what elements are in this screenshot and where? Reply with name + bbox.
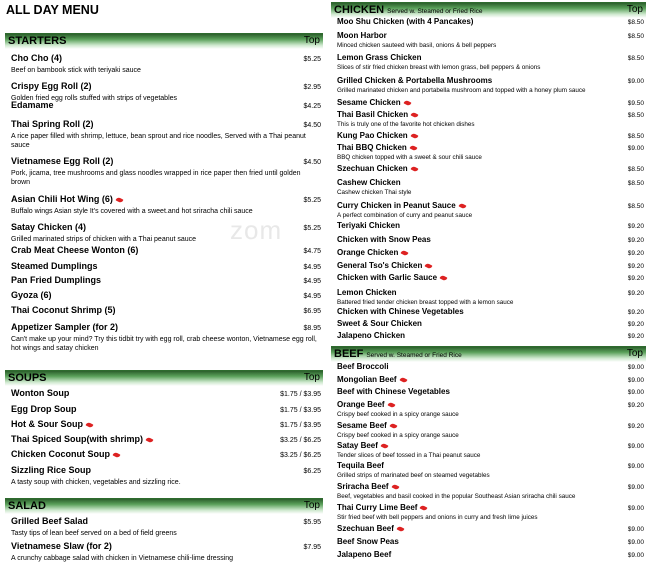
- section-title: BEEF Served w. Steamed or Fried Rice: [334, 348, 462, 360]
- menu-item: [337, 16, 644, 28]
- menu-item-name: Moo Shu Chicken (with 4 Pancakes): [337, 17, 474, 26]
- menu-item: [11, 193, 321, 216]
- menu-item-name: Lemon Chicken: [337, 288, 397, 297]
- menu-item-price: $4.95: [303, 264, 321, 271]
- section-title: CHICKEN Served w. Steamed or Fried Rice: [334, 4, 483, 16]
- menu-item-price: $3.25 / $6.25: [280, 452, 321, 459]
- menu-item-description: Slices of stir fried chicken breast with lemon grass, bell peppers & onions: [337, 64, 541, 71]
- menu-item-name: Grilled Chicken & Portabella Mushrooms: [337, 76, 493, 85]
- menu-item-name: Gyoza (6): [11, 290, 52, 300]
- starters-section-header: [5, 33, 323, 49]
- salad-section: [5, 498, 323, 562]
- menu-item-name: Grilled Beef Salad: [11, 516, 89, 526]
- menu-item-price: $8.95: [303, 325, 321, 332]
- menu-item: [337, 386, 644, 398]
- menu-item-name: Pan Fried Dumplings: [11, 275, 102, 285]
- menu-item-price: $5.25: [303, 56, 321, 63]
- section-title: SOUPS: [8, 372, 47, 384]
- menu-item-price: $4.25: [303, 103, 321, 110]
- menu-item-name: Beef with Chinese Vegetables: [337, 387, 450, 396]
- menu-item-price: $8.50: [627, 166, 644, 173]
- menu-item: [337, 247, 644, 259]
- menu-item-name: Thai Basil Chicken: [337, 109, 418, 120]
- menu-item-price: $4.50: [303, 122, 321, 129]
- chili-pepper-icon: [389, 423, 397, 430]
- menu-item-price: $8.50: [627, 19, 644, 26]
- menu-item-price: $9.20: [627, 237, 644, 244]
- menu-item-description: This is truly one of the favorite hot chicken dishes: [337, 121, 475, 128]
- menu-item-description: Grilled marinated chicken and portabella mushroom and topped with a honey plum sauce: [337, 87, 586, 94]
- menu-item-price: $9.00: [627, 377, 644, 384]
- menu-item: [11, 418, 321, 432]
- menu-item: [337, 374, 644, 386]
- menu-item-name: Beef Broccoli: [337, 362, 389, 371]
- menu-item-name: Steamed Dumplings: [11, 261, 98, 271]
- menu-item-price: $9.20: [627, 333, 644, 340]
- menu-item-name: Orange Beef: [337, 399, 395, 410]
- chili-pepper-icon: [401, 250, 409, 257]
- menu-item-name: Beef Snow Peas: [337, 537, 399, 546]
- menu-item-name: Asian Chili Hot Wing (6): [11, 193, 123, 205]
- menu-item: [11, 321, 321, 353]
- section-title: SALAD: [8, 500, 46, 512]
- menu-item-price: $8.50: [627, 180, 644, 187]
- chicken-section: [331, 2, 646, 340]
- menu-item-name: Teriyaki Chicken: [337, 221, 400, 230]
- menu-item: [11, 289, 321, 303]
- menu-item-name: Mongolian Beef: [337, 374, 407, 385]
- menu-item-description: Grilled marinated strips of chicken with a Thai peanut sauce: [11, 236, 197, 243]
- back-to-top-link[interactable]: Top: [303, 35, 320, 46]
- menu-item: [337, 460, 644, 480]
- soups-section-header: [5, 370, 323, 386]
- menu-item-description: Buffalo wings Asian style It's covered with a sweet.and hot sriracha chili sauce: [11, 208, 253, 215]
- chili-pepper-icon: [85, 421, 93, 428]
- menu-item-price: $8.50: [627, 55, 644, 62]
- menu-item: [337, 130, 644, 142]
- section-subtitle: Served w. Steamed or Fried Rice: [387, 8, 483, 15]
- menu-item: [337, 97, 644, 109]
- menu-item-price: $4.95: [303, 293, 321, 300]
- back-to-top-link[interactable]: Top: [626, 4, 643, 15]
- menu-item-description: A perfect combination of curry and peanut sauce: [337, 212, 473, 219]
- chili-pepper-icon: [387, 402, 395, 409]
- menu-item: [337, 330, 644, 342]
- menu-item-price: $9.50: [627, 100, 644, 107]
- menu-item-description: Crispy beef cooked in a spicy orange sauce: [337, 432, 459, 439]
- menu-item-price: $9.00: [627, 505, 644, 512]
- menu-item: [337, 220, 644, 232]
- menu-item: [11, 448, 321, 462]
- menu-item-price: $4.95: [303, 278, 321, 285]
- beef-section-header: [331, 346, 646, 362]
- menu-item-name: Egg Drop Soup: [11, 404, 77, 414]
- menu-item-price: $9.00: [627, 145, 644, 152]
- salad-section-header: [5, 498, 323, 514]
- back-to-top-link[interactable]: Top: [303, 500, 320, 511]
- menu-item-description: Beef on bambook stick with teriyaki sauce: [11, 67, 141, 74]
- menu-item-name: Vietnamese Egg Roll (2): [11, 156, 114, 166]
- menu-item-description: Tender slices of beef tossed in a Thai peanut sauce: [337, 452, 481, 459]
- menu-item-price: $4.75: [303, 248, 321, 255]
- menu-item: [11, 515, 321, 538]
- menu-item-name: Sweet & Sour Chicken: [337, 319, 422, 328]
- menu-item: [337, 361, 644, 373]
- menu-item-description: Grilled strips of marinated beef on steamed vegetables: [337, 472, 490, 479]
- menu-item-name: Sriracha Beef: [337, 481, 399, 492]
- menu-item-price: $7.95: [303, 544, 321, 551]
- menu-item: [337, 399, 644, 419]
- menu-item-name: Satay Beef: [337, 440, 388, 451]
- menu-item: [11, 221, 321, 244]
- menu-item-description: Stir fried beef with bell peppers and onions in curry and fresh lime juices: [337, 514, 538, 521]
- menu-item: [337, 549, 644, 561]
- menu-item: [11, 433, 321, 447]
- menu-item-description: Crispy beef cooked in a spicy orange sauce: [337, 411, 459, 418]
- back-to-top-link[interactable]: Top: [303, 372, 320, 383]
- menu-item-name: Moon Harbor: [337, 31, 387, 40]
- menu-item: [11, 155, 321, 187]
- menu-item-price: $2.95: [303, 84, 321, 91]
- menu-item-price: $5.25: [303, 197, 321, 204]
- soups-section: [5, 370, 323, 486]
- back-to-top-link[interactable]: Top: [626, 348, 643, 359]
- menu-item: [337, 30, 644, 50]
- menu-item-name: Sesame Chicken: [337, 97, 411, 108]
- menu-item-price: $9.00: [627, 552, 644, 559]
- section-subtitle: Served w. Steamed or Fried Rice: [366, 352, 462, 359]
- menu-item-price: $9.20: [627, 423, 644, 430]
- menu-item-name: Szechuan Chicken: [337, 163, 418, 174]
- menu-item-description: Tasty tips of lean beef served on a bed of field greens: [11, 530, 177, 537]
- menu-item: [11, 99, 321, 113]
- menu-item-description: A rice paper filled with shrimp, lettuce, bean sprout and rice noodles, Served with a Thai peanut sauce: [11, 133, 306, 149]
- menu-item-price: $9.20: [627, 290, 644, 297]
- menu-item-price: $9.20: [627, 402, 644, 409]
- menu-item-name: Satay Chicken (4): [11, 222, 87, 232]
- menu-item: [337, 200, 644, 220]
- chili-pepper-icon: [396, 526, 404, 533]
- menu-item-description: Can't make up your mind? Try this tidbit try with egg roll, crab cheese wonton, Vietnamese egg roll, hot wings and satay chicken: [11, 336, 317, 352]
- menu-item-name: Hot & Sour Soup: [11, 418, 93, 430]
- menu-item-name: Cashew Chicken: [337, 178, 401, 187]
- menu-item-name: Jalapeno Beef: [337, 550, 392, 559]
- menu-item-price: $9.00: [627, 364, 644, 371]
- menu-item: [11, 260, 321, 274]
- menu-item: [337, 177, 644, 197]
- menu-item-price: $9.20: [627, 263, 644, 270]
- menu-item-name: Crab Meat Cheese Wonton (6): [11, 245, 139, 255]
- menu-item: [337, 440, 644, 460]
- menu-item: [337, 287, 644, 307]
- menu-item: [11, 52, 321, 75]
- menu-item: [337, 481, 644, 501]
- chili-pepper-icon: [410, 133, 418, 140]
- menu-item-name: Sesame Beef: [337, 420, 397, 431]
- menu-item: [337, 142, 644, 162]
- menu-item: [337, 306, 644, 318]
- beef-section: [331, 346, 646, 559]
- menu-item-name: Thai BBQ Chicken: [337, 142, 417, 153]
- menu-item-price: $5.25: [303, 225, 321, 232]
- chili-pepper-icon: [425, 263, 433, 270]
- menu-item-description: Golden fried egg rolls stuffed with strips of vegetables: [11, 95, 178, 102]
- menu-item-price: $8.50: [627, 203, 644, 210]
- menu-item-price: $1.75 / $3.95: [280, 391, 321, 398]
- menu-item-price: $1.75 / $3.95: [280, 422, 321, 429]
- menu-item-price: $6.95: [303, 308, 321, 315]
- menu-item-price: $1.75 / $3.95: [280, 407, 321, 414]
- menu-item-price: $3.25 / $6.25: [280, 437, 321, 444]
- menu-item: [11, 464, 321, 487]
- menu-item-description: A tasty soup with chicken, vegetables and sizzling rice.: [11, 479, 181, 486]
- menu-item-name: Chicken with Snow Peas: [337, 235, 431, 244]
- menu-item-name: Lemon Grass Chicken: [337, 53, 422, 62]
- menu-item: [337, 420, 644, 440]
- chili-pepper-icon: [145, 436, 153, 443]
- chili-pepper-icon: [115, 196, 123, 203]
- menu-item-name: Thai Coconut Shrimp (5): [11, 305, 116, 315]
- menu-item-name: Appetizer Sampler (for 2): [11, 322, 119, 332]
- menu-item: [337, 272, 644, 284]
- menu-item: [11, 304, 321, 318]
- menu-item-price: $9.00: [627, 484, 644, 491]
- chili-pepper-icon: [410, 166, 418, 173]
- chili-pepper-icon: [411, 112, 419, 119]
- menu-item: [337, 502, 644, 522]
- menu-item: [11, 403, 321, 417]
- menu-item-name: Cho Cho (4): [11, 53, 62, 63]
- chili-pepper-icon: [391, 484, 399, 491]
- menu-item-description: Beef, vegetables and basil cooked in the popular Southeast Asian sriracha chili sauce: [337, 493, 576, 500]
- menu-item-name: Szechuan Beef: [337, 523, 404, 534]
- menu-item-price: $9.20: [627, 321, 644, 328]
- menu-item-name: Thai Spiced Soup(with shrimp): [11, 433, 153, 445]
- menu-item-price: $9.00: [627, 526, 644, 533]
- menu-item-price: $9.00: [627, 389, 644, 396]
- watermark: zom: [230, 215, 283, 245]
- menu-item: [337, 523, 644, 535]
- chili-pepper-icon: [409, 145, 417, 152]
- menu-item: [337, 536, 644, 548]
- menu-item-name: Tequila Beef: [337, 461, 384, 470]
- menu-item-price: $6.25: [303, 468, 321, 475]
- menu-item-price: $8.50: [627, 112, 644, 119]
- menu-item-name: Chicken Coconut Soup: [11, 448, 120, 460]
- menu-item-price: $8.50: [627, 133, 644, 140]
- menu-item: [337, 75, 644, 95]
- chili-pepper-icon: [112, 451, 120, 458]
- menu-item-name: General Tso's Chicken: [337, 260, 432, 271]
- menu-item-description: BBQ chicken topped with a sweet & sour chili sauce: [337, 154, 482, 161]
- menu-item-price: $9.00: [627, 539, 644, 546]
- menu-item: [337, 260, 644, 272]
- menu-item: [11, 274, 321, 288]
- menu-item-name: Thai Curry Lime Beef: [337, 502, 427, 513]
- menu-item-price: $9.00: [627, 78, 644, 85]
- chili-pepper-icon: [403, 100, 411, 107]
- menu-item: [337, 234, 644, 246]
- menu-item: [337, 318, 644, 330]
- menu-item-price: $9.00: [627, 443, 644, 450]
- menu-item: [337, 52, 644, 72]
- menu-item-price: $9.20: [627, 223, 644, 230]
- menu-item-description: Cashew chicken Thai style: [337, 189, 412, 196]
- chili-pepper-icon: [440, 275, 448, 282]
- menu-item-name: Chicken with Garlic Sauce: [337, 272, 447, 283]
- menu-item-price: $9.00: [627, 463, 644, 470]
- menu-item-description: Battered fried tender chicken breast topped with a lemon sauce: [337, 299, 514, 306]
- chili-pepper-icon: [458, 203, 466, 210]
- menu-item: [337, 163, 644, 175]
- menu-item-name: Crispy Egg Roll (2): [11, 81, 92, 91]
- menu-item-description: Pork, jicama, tree mushrooms and glass noodles wrapped in rice paper then fried until golden brown: [11, 170, 301, 186]
- menu-item: [11, 244, 321, 258]
- menu-item: [11, 540, 321, 563]
- chili-pepper-icon: [420, 505, 428, 512]
- menu-item-description: Minced chicken sauteed with basil, onions & bell peppers: [337, 42, 497, 49]
- menu-item-name: Chicken with Chinese Vegetables: [337, 307, 464, 316]
- chili-pepper-icon: [399, 377, 407, 384]
- menu-item-name: Jalapeno Chicken: [337, 331, 406, 340]
- chili-pepper-icon: [380, 443, 388, 450]
- page-title: ALL DAY MENU: [6, 3, 99, 17]
- menu-item-name: Sizzling Rice Soup: [11, 465, 92, 475]
- menu-item-description: A crunchy cabbage salad with chicken in Vietnamese chili-lime dressing: [11, 555, 234, 562]
- menu-item-price: $9.20: [627, 275, 644, 282]
- menu-item: [11, 387, 321, 401]
- menu-item-name: Curry Chicken in Peanut Sauce: [337, 200, 466, 211]
- menu-item-price: $4.50: [303, 159, 321, 166]
- menu-item-name: Kung Pao Chicken: [337, 130, 418, 141]
- menu-item-name: Edamame: [11, 100, 54, 110]
- menu-item: [11, 118, 321, 150]
- menu-item-name: Orange Chicken: [337, 247, 408, 258]
- menu-item-price: $8.50: [627, 33, 644, 40]
- menu-item-name: Vietnamese Slaw (for 2): [11, 541, 112, 551]
- menu-item-price: $9.20: [627, 250, 644, 257]
- menu-item-price: $9.20: [627, 309, 644, 316]
- menu-item-name: Thai Spring Roll (2): [11, 119, 94, 129]
- menu-item-name: Wonton Soup: [11, 388, 70, 398]
- section-title: STARTERS: [8, 35, 67, 47]
- menu-item-price: $5.95: [303, 519, 321, 526]
- menu-item: [337, 109, 644, 129]
